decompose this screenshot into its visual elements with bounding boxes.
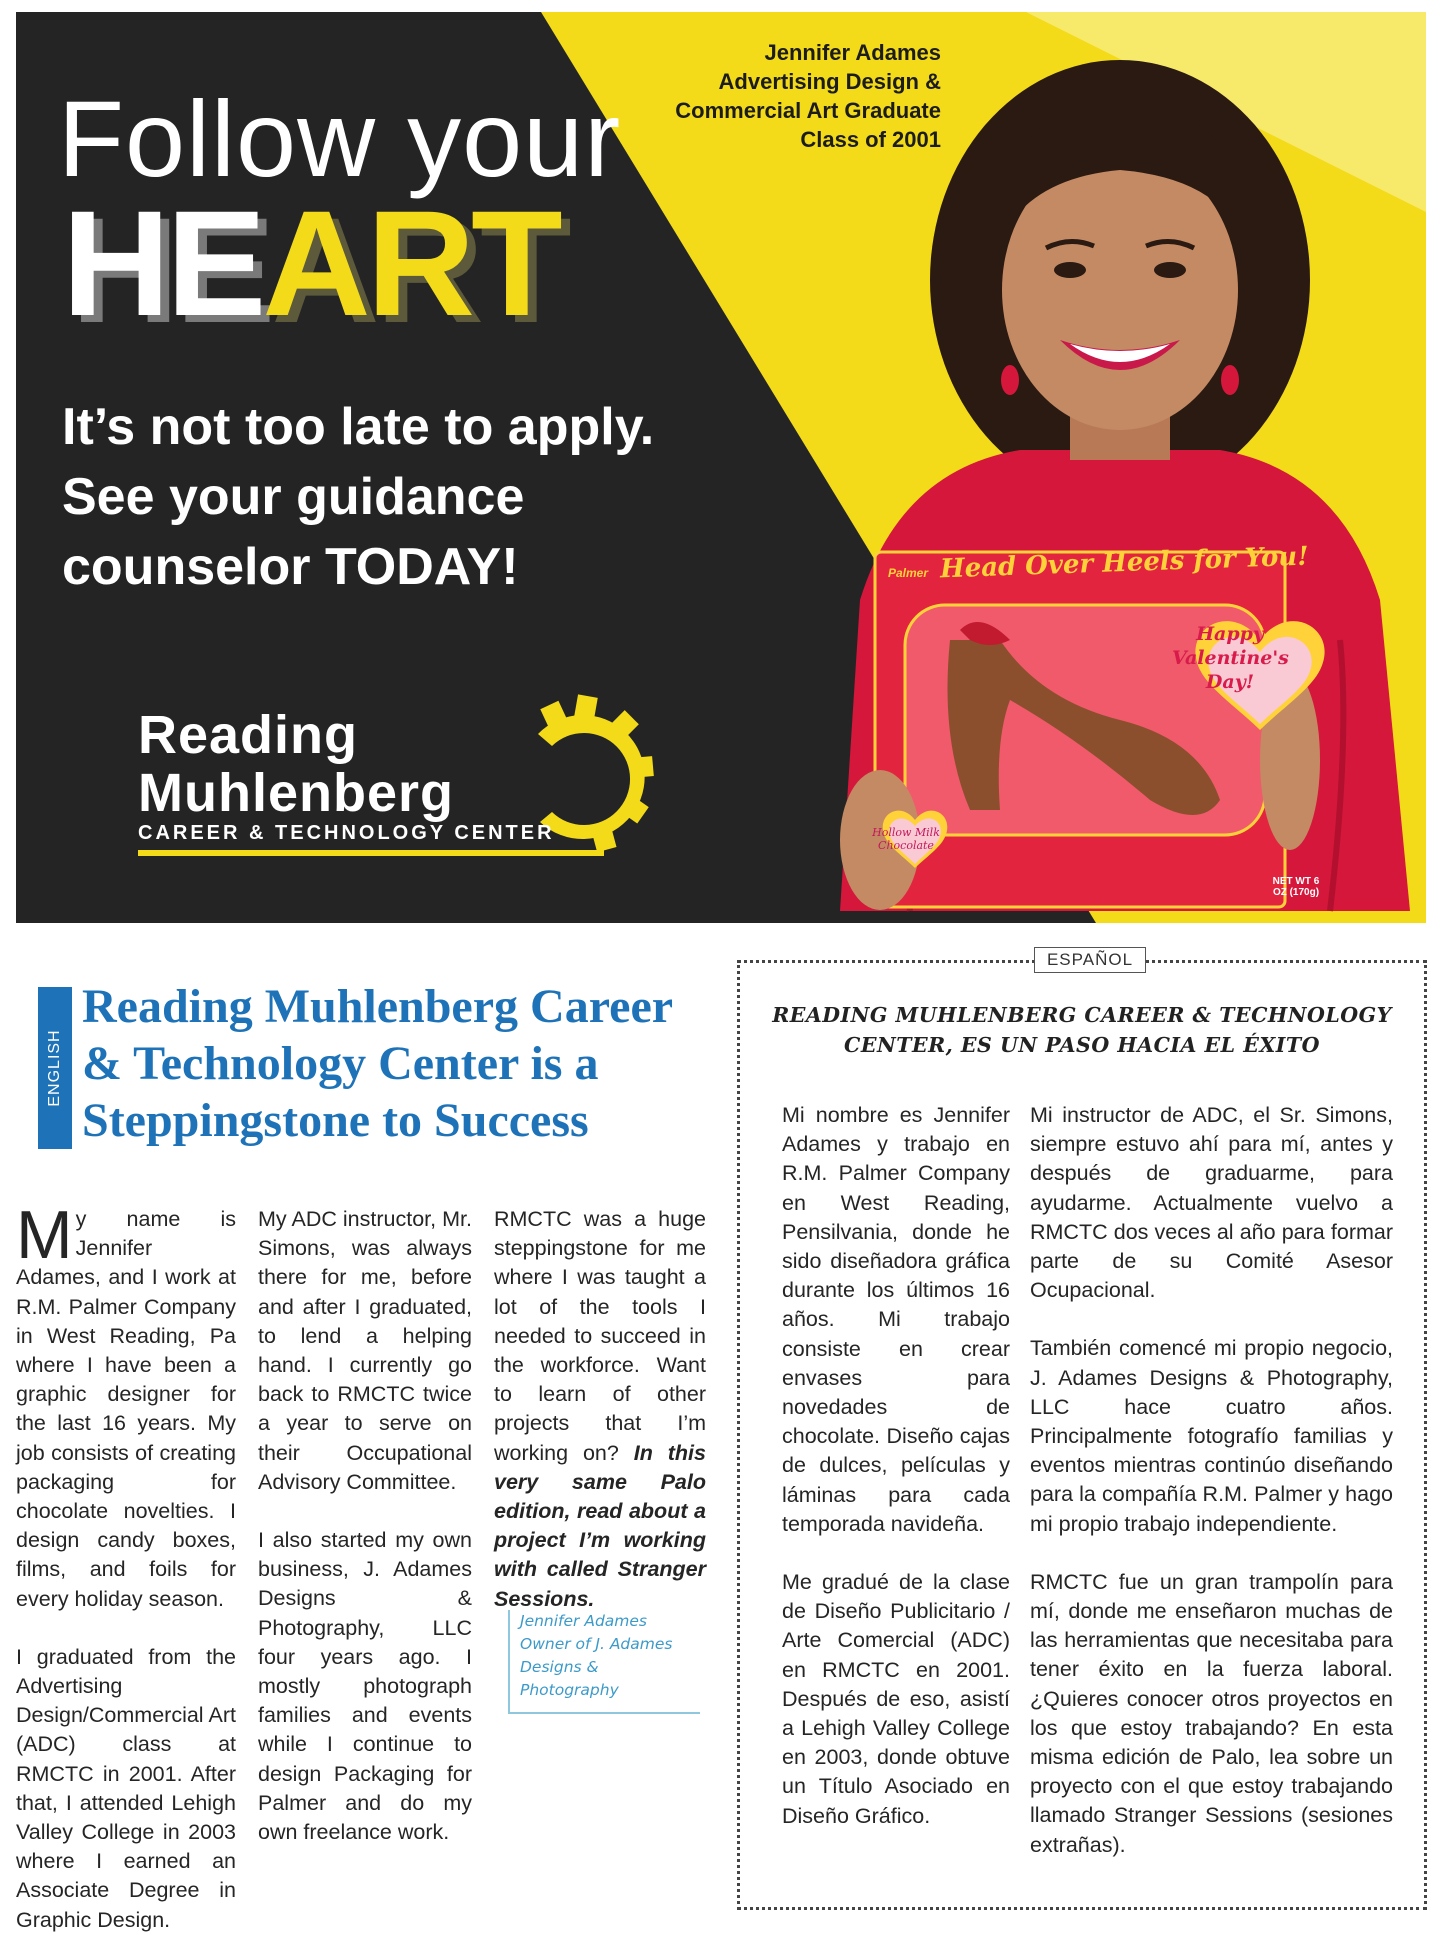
spanish-label: ESPAÑOL: [1034, 947, 1146, 973]
palo-edition-note: In this very same Palo edition, read about a project I’m working with called Stranger Sessions.: [494, 1440, 706, 1611]
spanish-column-1: [782, 1101, 1010, 1831]
headline-art: ART: [262, 179, 559, 347]
apply-call-to-action: [62, 392, 654, 602]
spanish-paragraph: Mi nombre es Jennifer Adames y trabajo en R.M. Palmer Company en West Reading, Pensilvania, donde he sido diseñadora gráfica durante los últimos 16 años. Mi trabajo consiste en crear envases para novedades de chocolate. Diseño cajas de dulces, películas y láminas para cada temporada navideña.: [782, 1103, 1010, 1536]
net-weight-label: NET WT 6 OZ (170g): [1272, 876, 1320, 898]
spanish-paragraph: Mi instructor de ADC, el Sr. Simons, siempre estuvo ahí para mí, antes y después de graduarme, para ayudarme. Actualmente vuelvo a RMCTC dos veces al año para formar parte de su Comité Asesor Ocupacional.: [1030, 1103, 1393, 1303]
drop-cap: M: [16, 1197, 73, 1273]
graduate-program-2: Commercial Art Graduate: [675, 98, 941, 123]
english-paragraph: I graduated from the Advertising Design/Commercial Art (ADC) class at RMCTC in 2001. After that, I attended Lehigh Valley College in 2003 where I earned an Associate Degree in Graphic Design.: [16, 1644, 236, 1932]
signature-name: Jennifer Adames: [520, 1612, 648, 1630]
logo-reading: Reading: [138, 705, 359, 765]
english-tab-label: ENGLISH: [46, 1029, 63, 1107]
cta-line-3: counselor TODAY!: [62, 538, 519, 596]
cta-line-2: See your guidance: [62, 468, 525, 526]
valentine-heart-text: Happy Valentine's Day!: [1172, 623, 1289, 693]
english-column-2: [258, 1205, 472, 1847]
english-paragraph: [16, 1197, 236, 1614]
spanish-paragraph: Me gradué de la clase de Diseño Publicitario / Arte Comercial (ADC) en RMCTC en 2001. Después de eso, asistí a Lehigh Valley College en 2003, donde obtuve un Título Asociado en Diseño Gráfico.: [782, 1570, 1010, 1828]
english-paragraph: I also started my own business, J. Adames Designs & Photography, LLC four years ago. I mostly photograph families and events while I continue to design Packaging for Palmer and do my own freelance work.: [258, 1528, 472, 1845]
headline-heart: [62, 179, 559, 347]
graduate-photo-illustration: [820, 40, 1410, 911]
milk-chocolate-label: Hollow Milk Chocolate: [872, 826, 940, 852]
spanish-title: READING MUHLENBERG CAREER & TECHNOLOGY CENTER, ES UN PASO HACIA EL ÉXITO: [772, 1003, 1392, 1057]
logo-underline: [138, 850, 604, 856]
english-paragraph: My ADC instructor, Mr. Simons, was always there for me, before and after I graduated, to lend a helping hand. I currently go back to RMCTC twice a year to serve on their Occupational Advisory Committee.: [258, 1207, 472, 1494]
logo-muhlenberg: Muhlenberg: [138, 763, 454, 823]
english-paragraph-text: y name is Jennifer Adames, and I work at R.M. Palmer Company in West Reading, Pa where I have been a graphic designer for the last 16 years. My job consists of creating packaging for chocolate novelties. I design candy boxes, films, and foils for every holiday season.: [16, 1207, 236, 1611]
cta-line-1: It’s not too late to apply.: [62, 398, 655, 456]
box-brand: Palmer: [888, 566, 929, 580]
signature-block: [508, 1610, 700, 1714]
signature-title: Owner of J. Adames: [520, 1635, 673, 1653]
signature-company: Designs & Photography: [520, 1658, 619, 1699]
headline-he: HE: [62, 179, 263, 347]
box-title: Head Over Heels for You!: [939, 541, 1310, 585]
english-title: Reading Muhlenberg Career & Technology Center is a Steppingstone to Success: [82, 980, 673, 1147]
spanish-paragraph: También comencé mi propio negocio, J. Adames Designs & Photography, LLC hace cuatro años. Principalmente fotografío familias y eventos mientras continúo diseñando para la compañía R.M. Palmer y hago mi propio trabajo independiente.: [1030, 1336, 1393, 1536]
spanish-paragraph: RMCTC fue un gran trampolín para mí, donde me enseñaron muchas de las herramientas que necesitaba para tener éxito en la fuerza laboral. ¿Quieres conocer otros proyectos en los que estoy trabajando? En esta misma edición de Palo, lea sobre un proyecto con el que estoy trabajando llamado Stranger Sessions (sesiones extrañas).: [1030, 1569, 1393, 1857]
spanish-column-2: [1030, 1101, 1393, 1860]
english-paragraph: [494, 1205, 706, 1614]
rmctc-logo: [138, 684, 658, 864]
english-tab: [38, 987, 72, 1149]
graduate-program: Advertising Design &: [718, 69, 941, 94]
english-paragraph-text: RMCTC was a huge steppingstone for me where I was taught a lot of the tools I needed to succeed in the workforce. Want to learn of other projects that I’m working on?: [494, 1207, 706, 1465]
graduate-photo: [820, 40, 1410, 911]
graduate-class: Class of 2001: [800, 127, 941, 152]
headline-follow-your: Follow your: [58, 78, 622, 199]
english-column-3: [494, 1205, 706, 1614]
english-column-1: [16, 1197, 236, 1935]
graduate-name: Jennifer Adames: [764, 40, 941, 65]
logo-subtitle: CAREER & TECHNOLOGY CENTER: [138, 822, 555, 844]
